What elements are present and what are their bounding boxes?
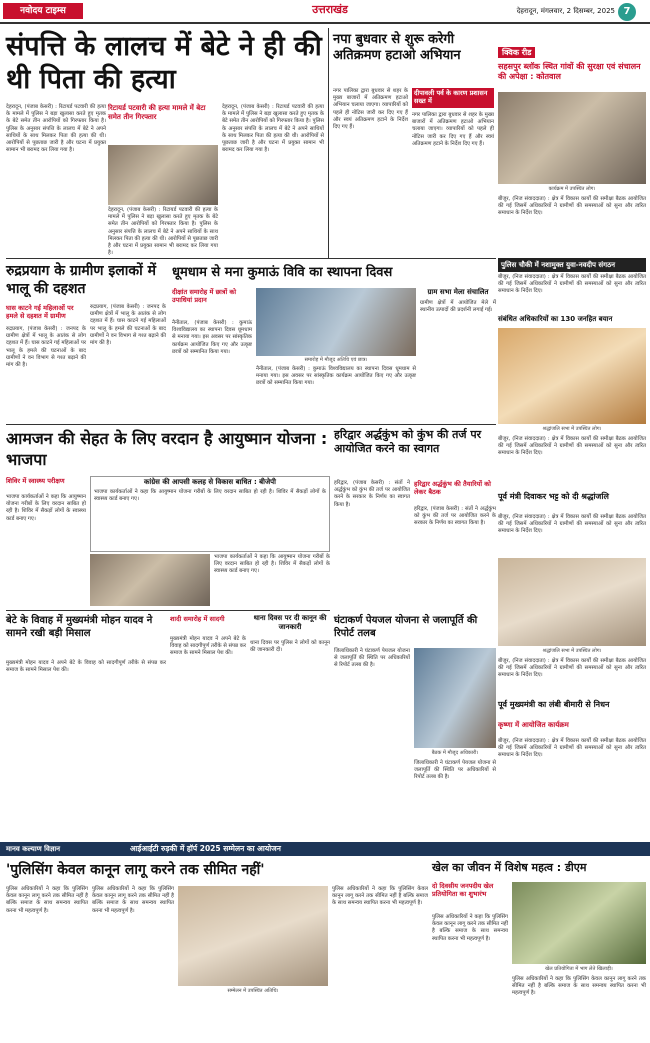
quickread-label: क्विक रीड	[498, 47, 535, 58]
sports-body-2: पुलिस अधिकारियों ने कहा कि पुलिसिंग केवल कानून लागू करने तक सीमित नहीं है बल्कि समाज के साथ समन्वय स्थापित करना भी महत्वपूर्ण है।	[512, 976, 646, 997]
kumaon-headline: धूमधाम से मना कुमाऊं विवि का स्थापना दिवस	[172, 265, 393, 280]
ghanta-caption: बैठक में मौजूद अधिकारी।	[431, 750, 479, 756]
lead-body: देहरादून, (पंजाब केसरी) : रिटायर्ड पटवारी की हत्या के मामले में पुलिस ने बड़ा खुलासा करते हुए मृतक के बेटे समेत तीन आरोपियों को गिरफ्तार किया है। पुलिस के अनुसार संपत्ति के लालच में बेटे ने अपने साथियों के साथ मिलकर पिता की हत्या की थी। आरोपियों से पूछताछ जारी है और घटना में प्रयुक्त सामान भी बरामद कर लिया गया है।	[6, 104, 106, 154]
haridwar-headline: हरिद्वार अर्द्धकुंभ को कुंभ की तर्ज पर आयोजित करने का स्वागत	[334, 428, 482, 455]
ayushman-body-2: भाजपा कार्यकर्ताओं ने कहा कि आयुष्मान योजना गरीबों के लिए वरदान साबित हो रही है। शिविर में सैकड़ों लोगों के स्वास्थ्य कार्ड बनाए गए।	[214, 554, 330, 575]
kumaon-photo	[256, 288, 416, 356]
ayushman-kicker: शिविर में स्वास्थ्य परीक्षण	[6, 477, 65, 485]
wedding-kicker: शादी समारोह में सादगी	[170, 615, 225, 623]
gram-box	[420, 288, 496, 418]
kumaon-body-2: नैनीताल, (पंजाब केसरी) : कुमाऊं विश्वविद्यालय का स्थापना दिवस धूमधाम से मनाया गया। इस अवसर पर सांस्कृतिक कार्यक्रम आयोजित किए गए और उत्कृष्ट छात्रों को सम्मानित किया गया।	[256, 366, 416, 387]
sidebar-h1: पुलिस चौकी में नशामुक्त युवा-नवदीप संगठन	[498, 258, 646, 272]
encroach-body: नगर पालिका द्वारा बुधवार से शहर के मुख्य बाजारों में अतिक्रमण हटाओ अभियान चलाया जाएगा। व्यापारियों को पहले ही नोटिस जारी कर दिए गए हैं और स्वयं अतिक्रमण हटाने के निर्देश दिए गए हैं।	[333, 88, 408, 131]
sidebar-body-5: बीजुर, (निज संवाददाता) : क्षेत्र में विकास कार्यों की समीक्षा बैठक आयोजित की गई जिसमें अधिकारियों ने ग्रामीणों की समस्याओं को सुना और त्वरित समाधान के निर्देश दिए।	[498, 738, 646, 759]
kumaon-kicker: दीक्षांत समारोह में छात्रों को उपाधियां प्रदान	[172, 288, 237, 304]
lead-kicker	[108, 104, 218, 144]
rudra-kicker: घास काटने गई महिलाओं पर हमले से दहशत में ग्रामीण	[6, 304, 74, 320]
handcuff-photo	[108, 145, 218, 205]
sports-headline: खेल का जीवन में विशेष महत्व : डीएम	[432, 861, 587, 874]
ayushman-photo	[90, 554, 210, 606]
date-line: देहरादून, मंगलवार, 2 दिसम्बर, 2025	[516, 7, 615, 15]
sidebar-h3: पूर्व मंत्री दिवाकर भट्ट को दी श्रद्धांजलि	[498, 492, 609, 501]
ghanta-headline: घंटाकर्ण पेयजल योजना से जलापूर्ति की रिपोर्ट तलब	[334, 615, 478, 639]
policing-body: पुलिस अधिकारियों ने कहा कि पुलिसिंग केवल कानून लागू करने तक सीमित नहीं है बल्कि समाज के साथ समन्वय स्थापित करना भी महत्वपूर्ण है।	[6, 886, 88, 914]
sidebar-body-2: बीजुर, (निज संवाददाता) : क्षेत्र में विकास कार्यों की समीक्षा बैठक आयोजित की गई जिसमें अधिकारियों ने ग्रामीणों की समस्याओं को सुना और त्वरित समाधान के निर्देश दिए।	[498, 436, 646, 457]
sidebar-body-4: बीजुर, (निज संवाददाता) : क्षेत्र में विकास कार्यों की समीक्षा बैठक आयोजित की गई जिसमें अधिकारियों ने ग्रामीणों की समस्याओं को सुना और त्वरित समाधान के निर्देश दिए।	[498, 658, 646, 679]
sidebar-h5: कृष्णा में आयोजित कार्यक्रम	[498, 721, 569, 729]
kumaon-body: नैनीताल, (पंजाब केसरी) : कुमाऊं विश्वविद्यालय का स्थापना दिवस धूमधाम से मनाया गया। इस अवसर पर सांस्कृतिक कार्यक्रम आयोजित किए गए और उत्कृष्ट छात्रों को सम्मानित किया गया।	[172, 320, 252, 355]
rudra-body: रुद्रप्रयाग, (पंजाब केसरी) : जनपद के ग्रामीण क्षेत्रों में भालू के आतंक से लोग दहशत में हैं। घास काटने गई महिलाओं पर भालू के हमले की घटनाओं के बाद ग्रामीणों ने वन विभाग से गश्त बढ़ाने की मांग की है।	[6, 326, 86, 369]
ritual-photo	[498, 328, 646, 424]
quickread-body: बीजुर, (निज संवाददाता) : क्षेत्र में विकास कार्यों की समीक्षा बैठक आयोजित की गई जिसमें अधिकारियों ने ग्रामीणों की समस्याओं को सुना और त्वरित समाधान के निर्देश दिए।	[498, 196, 646, 217]
thana-headline: थाना दिवस पर दी कानून की जानकारी	[253, 614, 327, 631]
sidebar-h4: पूर्व मुख्यमंत्री का लंबी बीमारी से निधन	[498, 700, 610, 709]
hrule-1	[6, 258, 496, 259]
ritual-caption: श्रद्धांजलि सभा में उपस्थित लोग।	[542, 426, 602, 432]
rudra-body-2: रुद्रप्रयाग, (पंजाब केसरी) : जनपद के ग्रामीण क्षेत्रों में भालू के आतंक से लोग दहशत में हैं। घास काटने गई महिलाओं पर भालू के हमले की घटनाओं के बाद ग्रामीणों ने वन विभाग से गश्त बढ़ाने की मांग की है।	[90, 304, 166, 347]
wedding-body-2: मुख्यमंत्री मोहन यादव ने अपने बेटे के विवाह को सादगीपूर्ण तरीके से संपन्न कर समाज के सामने मिसाल पेश की।	[170, 636, 246, 657]
portrait-caption: श्रद्धांजलि सभा में उपस्थित लोग।	[542, 648, 602, 654]
lead-body-2: देहरादून, (पंजाब केसरी) : रिटायर्ड पटवारी की हत्या के मामले में पुलिस ने बड़ा खुलासा करते हुए मृतक के बेटे समेत तीन आरोपियों को गिरफ्तार किया है। पुलिस के अनुसार संपत्ति के लालच में बेटे ने अपने साथियों के साथ मिलकर पिता की हत्या की थी। आरोपियों से पूछताछ जारी है और घटना में प्रयुक्त सामान भी बरामद कर लिया गया है।	[108, 207, 218, 257]
ayushman-box-title: कांग्रेस की आपसी कलह से विकास बाधित : बीजेपी	[144, 478, 276, 486]
policing-body-2: पुलिस अधिकारियों ने कहा कि पुलिसिंग केवल कानून लागू करने तक सीमित नहीं है बल्कि समाज के साथ समन्वय स्थापित करना भी महत्वपूर्ण है।	[92, 886, 174, 914]
conference-caption: सम्मेलन में उपस्थित अतिथि।	[227, 988, 279, 994]
sports-body: पुलिस अधिकारियों ने कहा कि पुलिसिंग केवल कानून लागू करने तक सीमित नहीं है बल्कि समाज के साथ समन्वय स्थापित करना भी महत्वपूर्ण है।	[432, 914, 508, 942]
policing-headline: 'पुलिसिंग केवल कानून लागू करने तक सीमित नहीं'	[6, 862, 265, 878]
sports-kicker: दो दिवसीय जनपदीय खेल प्रतियोगिता का शुभारंभ	[432, 882, 494, 898]
section-title: उत्तराखंड	[312, 3, 348, 16]
gram-body: ग्रामीण क्षेत्रों में आयोजित मेले में स्थानीय उत्पादों की प्रदर्शनी लगाई गई।	[420, 300, 496, 314]
policing-body-3: पुलिस अधिकारियों ने कहा कि पुलिसिंग केवल कानून लागू करने तक सीमित नहीं है बल्कि समाज के साथ समन्वय स्थापित करना भी महत्वपूर्ण है।	[332, 886, 428, 907]
ayushman-headline: आमजन की सेहत के लिए वरदान है आयुष्मान योजना : भाजपा	[6, 429, 328, 469]
band-label: मानव कल्याण विज्ञान	[6, 845, 61, 853]
thana-body: थाना दिवस पर पुलिस ने लोगों को कानून की जानकारी दी।	[250, 640, 330, 654]
encroach-kicker: दीपावली पर्व के कारण प्रशासन सख्त में	[412, 88, 494, 108]
gram-headline: ग्राम सभा मेला संचालित	[427, 288, 489, 296]
masthead	[0, 0, 650, 24]
hrule-2	[6, 424, 496, 425]
lead-body-3: देहरादून, (पंजाब केसरी) : रिटायर्ड पटवारी की हत्या के मामले में पुलिस ने बड़ा खुलासा करते हुए मृतक के बेटे समेत तीन आरोपियों को गिरफ्तार किया है। पुलिस के अनुसार संपत्ति के लालच में बेटे ने अपने साथियों के साथ मिलकर पिता की हत्या की थी। आरोपियों से पूछताछ जारी है और घटना में प्रयुक्त सामान भी बरामद कर लिया गया है।	[222, 104, 324, 154]
meeting-photo	[498, 92, 646, 184]
portrait-photo	[498, 558, 646, 646]
encroach-body-2: नगर पालिका द्वारा बुधवार से शहर के मुख्य बाजारों में अतिक्रमण हटाओ अभियान चलाया जाएगा। व्यापारियों को पहले ही नोटिस जारी कर दिए गए हैं और स्वयं अतिक्रमण हटाने के निर्देश दिए गए हैं।	[412, 112, 494, 147]
ayushman-body: भाजपा कार्यकर्ताओं ने कहा कि आयुष्मान योजना गरीबों के लिए वरदान साबित हो रही है। शिविर में सैकड़ों लोगों के स्वास्थ्य कार्ड बनाए गए।	[6, 494, 86, 522]
sidebar-body-3: बीजुर, (निज संवाददाता) : क्षेत्र में विकास कार्यों की समीक्षा बैठक आयोजित की गई जिसमें अधिकारियों ने ग्रामीणों की समस्याओं को सुना और त्वरित समाधान के निर्देश दिए।	[498, 514, 646, 535]
ghanta-photo	[414, 648, 496, 748]
haridwar-kicker: हरिद्वार अर्द्धकुंभ की तैयारियों को लेकर बैठक	[414, 480, 491, 496]
lead-kicker-text: रिटायर्ड पटवारी की हत्या मामले में बेटा समेत तीन गिरफ्तार	[108, 104, 206, 121]
wedding-headline: बेटे के विवाह में मुख्यमंत्री मोहन यादव ने सामने रखी बड़ी मिसाल	[6, 615, 153, 639]
brand-logo: नवोदय टाइम्स	[3, 3, 83, 19]
rudra-headline: रुद्रप्रयाग के ग्रामीण इलाकों में भालू की दहशत	[6, 263, 157, 297]
sidebar-body-1: बीजुर, (निज संवाददाता) : क्षेत्र में विकास कार्यों की समीक्षा बैठक आयोजित की गई जिसमें अधिकारियों ने ग्रामीणों की समस्याओं को सुना और त्वरित समाधान के निर्देश दिए।	[498, 274, 646, 295]
sports-photo	[512, 882, 646, 964]
quickread-headline: सहसपुर ब्लॉक स्थित गांवों की सुरक्षा एवं संचालन की अपेक्षा : कोतवाल	[498, 62, 641, 81]
haridwar-body-2: हरिद्वार, (पंजाब केसरी) : संतों ने अर्द्धकुंभ को कुंभ की तर्ज पर आयोजित करने के सरकार के निर्णय का स्वागत किया है।	[414, 506, 496, 527]
sports-caption: खेल प्रतियोगिता में भाग लेते खिलाड़ी।	[545, 966, 613, 972]
haridwar-body: हरिद्वार, (पंजाब केसरी) : संतों ने अर्द्धकुंभ को कुंभ की तर्ज पर आयोजित करने के सरकार के निर्णय का स्वागत किया है।	[334, 480, 410, 508]
ayushman-box-body: भाजपा कार्यकर्ताओं ने कहा कि आयुष्मान योजना गरीबों के लिए वरदान साबित हो रही है। शिविर में सैकड़ों लोगों के स्वास्थ्य कार्ड बनाए गए।	[94, 488, 326, 502]
ghanta-body: जिलाधिकारी ने घंटाकर्ण पेयजल योजना से जलापूर्ति की स्थिति पर अधिकारियों से रिपोर्ट तलब की है।	[334, 648, 410, 669]
quickread-box	[498, 40, 646, 90]
divider	[328, 28, 329, 258]
lead-headline: संपत्ति के लालच में बेटे ने ही की थी पिता की हत्या	[6, 31, 322, 95]
encroach-headline: नपा बुधवार से शुरू करेगी अतिक्रमण हटाओ अभियान	[333, 32, 461, 63]
page-number: 7	[618, 3, 636, 21]
kumaon-caption: समारोह में मौजूद अतिथि एवं छात्र।	[304, 357, 368, 363]
wedding-body: मुख्यमंत्री मोहन यादव ने अपने बेटे के विवाह को सादगीपूर्ण तरीके से संपन्न कर समाज के सामने मिसाल पेश की।	[6, 660, 166, 674]
meeting-caption: कार्यक्रम में उपस्थित लोग।	[548, 186, 596, 192]
hrule-3	[6, 610, 330, 611]
sidebar-h2: संबंधित अधिकारियों का 130 जनहित बयान	[498, 315, 613, 323]
ayushman-box	[90, 476, 330, 552]
conference-photo	[178, 886, 328, 986]
iit-headline: आईआईटी रुड़की में हॉर्प 2025 सम्मेलन का आयोजन	[130, 844, 281, 853]
ghanta-body-2: जिलाधिकारी ने घंटाकर्ण पेयजल योजना से जलापूर्ति की स्थिति पर अधिकारियों से रिपोर्ट तलब की है।	[414, 760, 496, 781]
